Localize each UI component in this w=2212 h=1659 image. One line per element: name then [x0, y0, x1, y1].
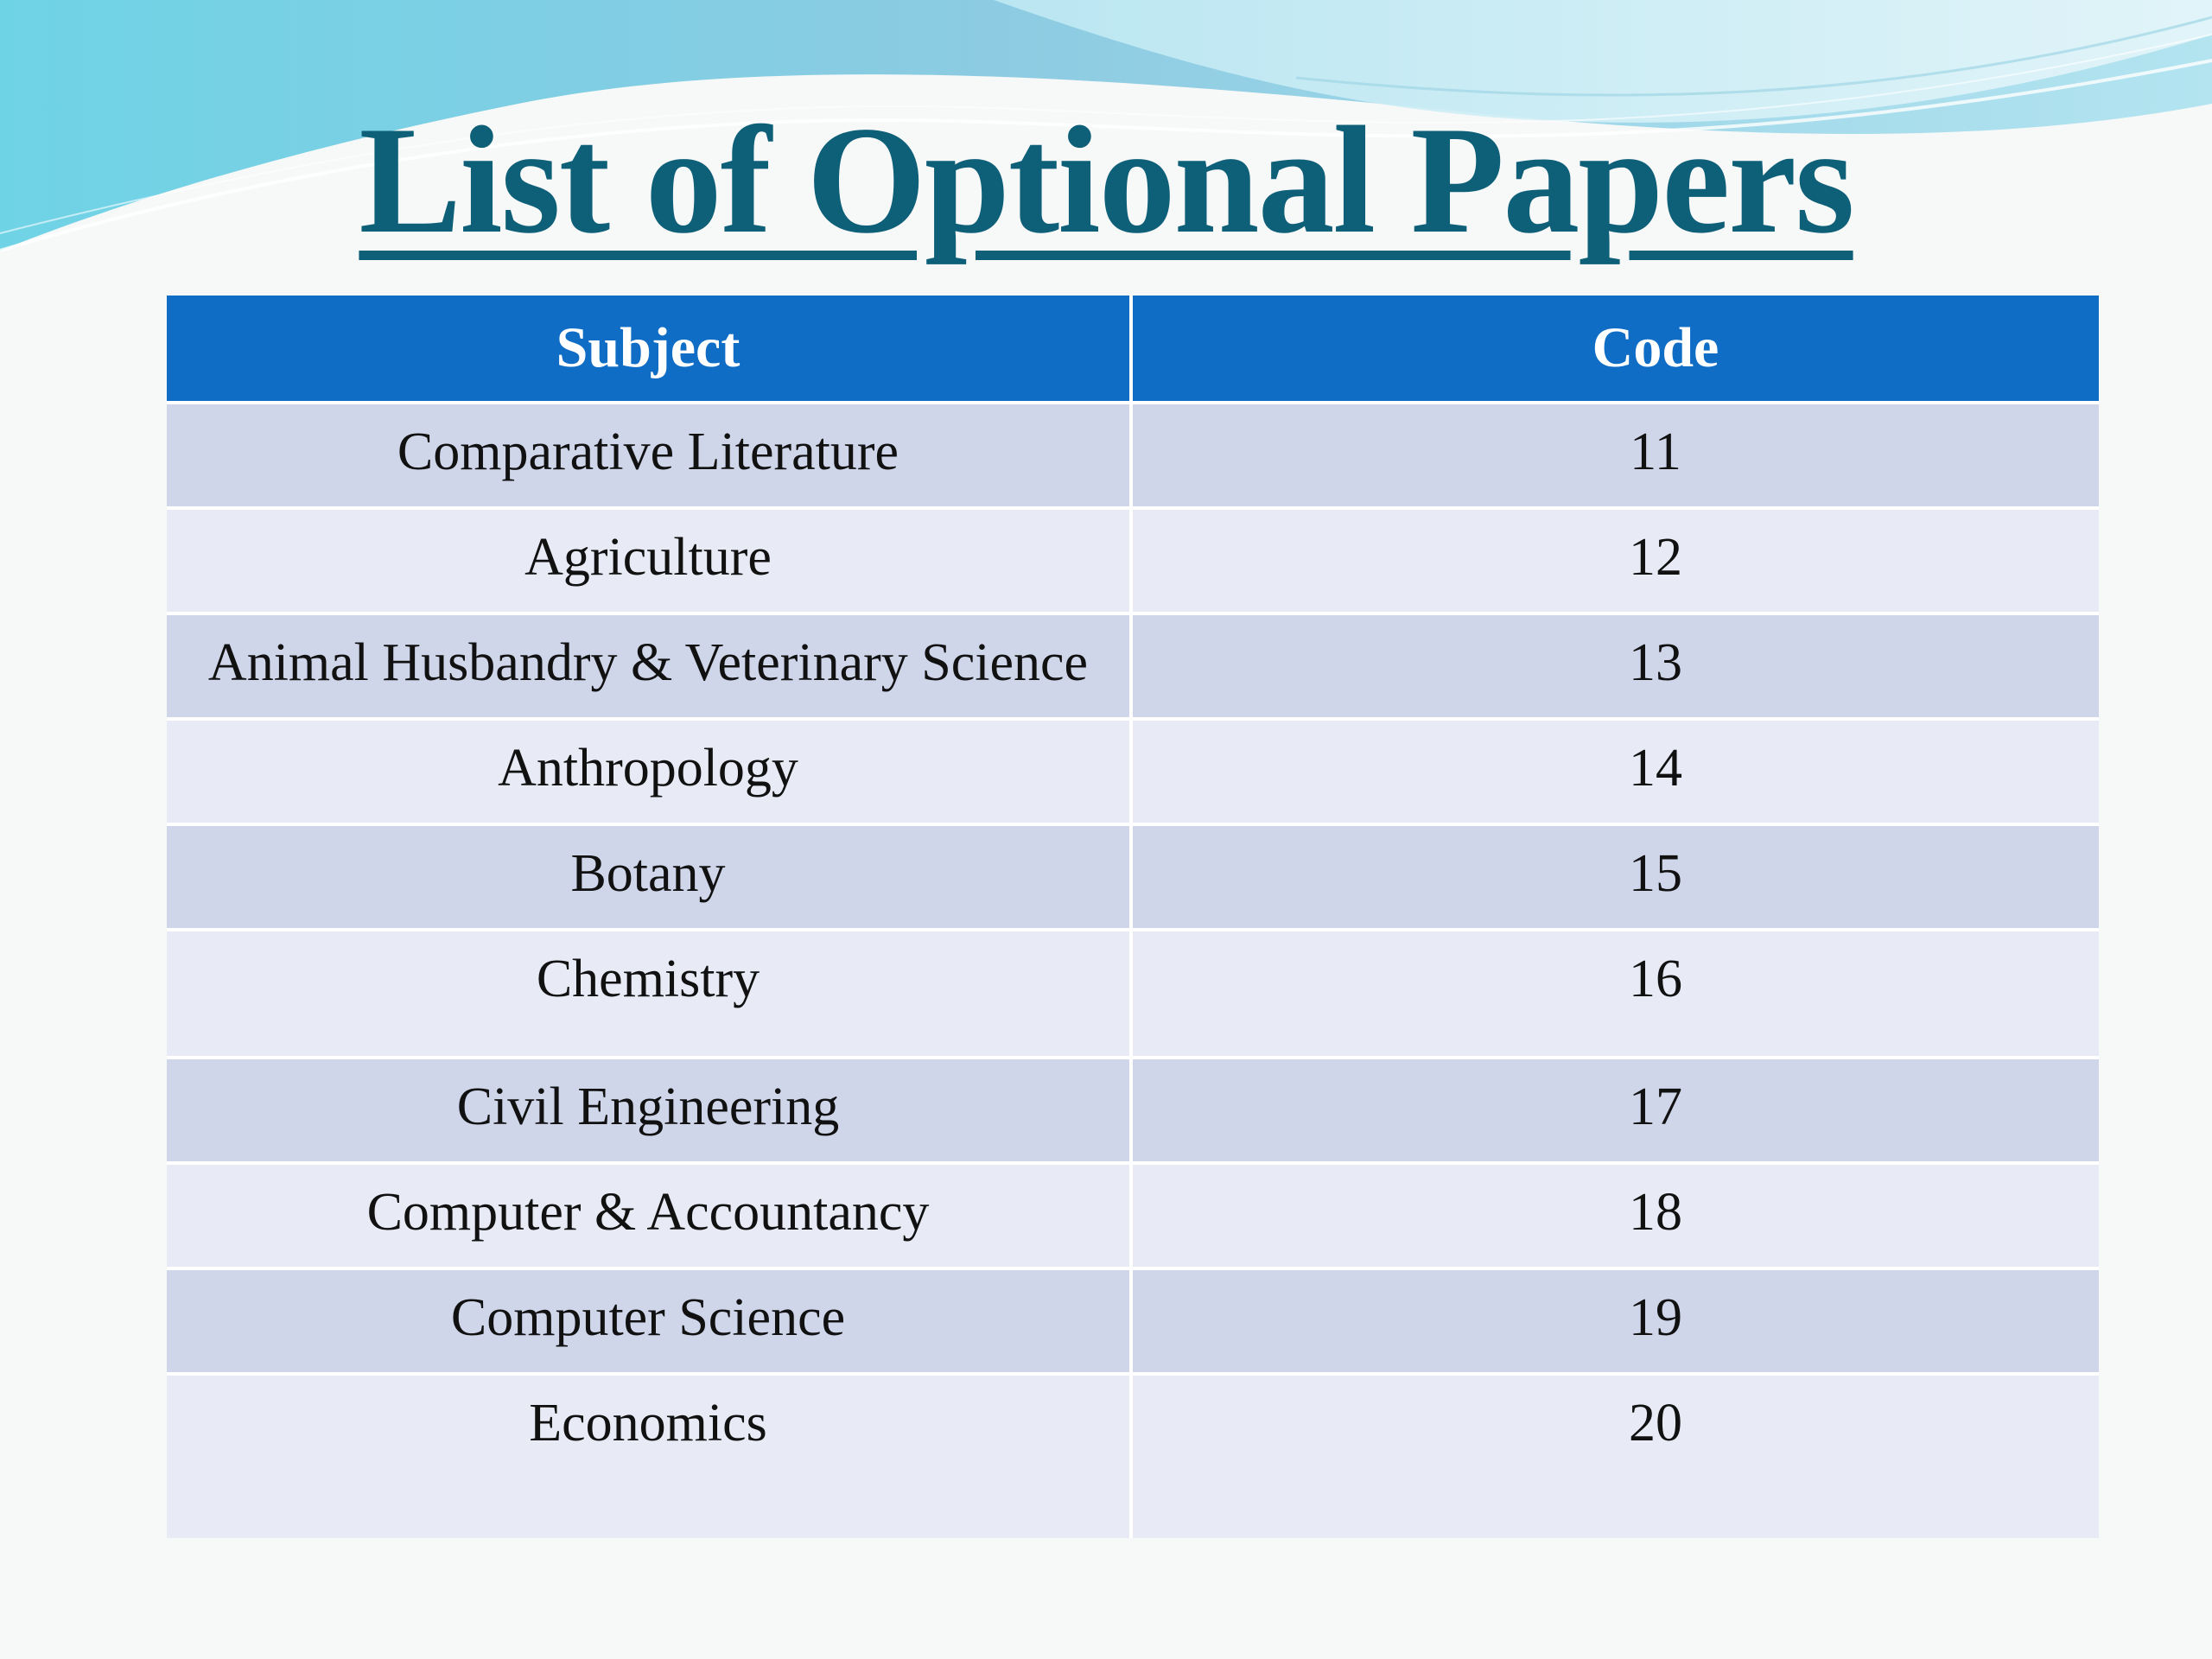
- code-value: 18: [1629, 1183, 1682, 1242]
- code-value: 20: [1629, 1394, 1682, 1452]
- subject-cell: Computer & Accountancy: [167, 1165, 1133, 1270]
- code-value: 15: [1629, 844, 1682, 903]
- subject-cell: Agriculture: [167, 510, 1133, 615]
- code-value: 19: [1629, 1288, 1682, 1347]
- code-cell: [1133, 931, 2099, 1059]
- code-value: 12: [1629, 528, 1682, 587]
- code-cell: [1133, 1059, 2099, 1165]
- subject-cell: Civil Engineering: [167, 1059, 1133, 1165]
- table-row: [167, 510, 2099, 615]
- code-value: 17: [1629, 1077, 1682, 1136]
- table-row: [167, 931, 2099, 1059]
- code-value: 13: [1629, 633, 1682, 692]
- code-value: 14: [1629, 739, 1682, 798]
- table-row: [167, 826, 2099, 931]
- subject-cell: Animal Husbandry & Veterinary Science: [167, 615, 1133, 721]
- subject-cell: Anthropology: [167, 721, 1133, 826]
- code-value: 11: [1630, 423, 1681, 481]
- code-cell: [1133, 510, 2099, 615]
- table-row: [167, 721, 2099, 826]
- table-header-row: [167, 296, 2099, 404]
- code-cell: [1133, 826, 2099, 931]
- subject-cell: Computer Science: [167, 1270, 1133, 1376]
- subject-cell: Botany: [167, 826, 1133, 931]
- table-row: [167, 1270, 2099, 1376]
- header-code: [1133, 296, 2099, 404]
- table-row: [167, 1165, 2099, 1270]
- code-cell: [1133, 721, 2099, 826]
- optional-papers-table: [167, 296, 2099, 1538]
- code-cell: [1133, 404, 2099, 510]
- subject-cell: Economics: [167, 1376, 1133, 1538]
- table-row: [167, 404, 2099, 510]
- table-row: [167, 1376, 2099, 1538]
- table-row: [167, 1059, 2099, 1165]
- header-code-label: Code: [1592, 316, 1719, 379]
- subject-cell: Chemistry: [167, 931, 1133, 1059]
- code-cell: [1133, 1270, 2099, 1376]
- table-row: [167, 615, 2099, 721]
- page-title: List of Optional Papers: [359, 94, 1853, 265]
- code-cell: [1133, 1376, 2099, 1538]
- code-cell: [1133, 615, 2099, 721]
- code-value: 16: [1629, 950, 1682, 1008]
- code-cell: [1133, 1165, 2099, 1270]
- subject-cell: Comparative Literature: [167, 404, 1133, 510]
- header-subject: Subject: [167, 296, 1133, 404]
